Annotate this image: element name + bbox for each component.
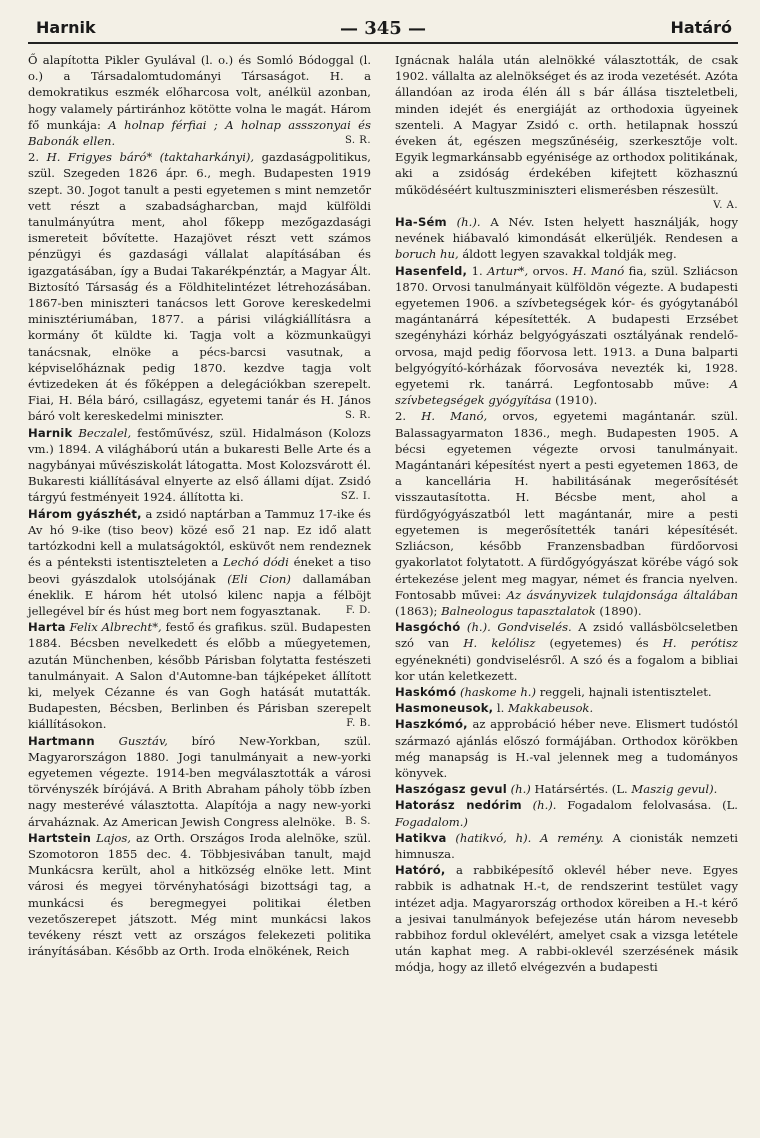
entry-italic-text: Maszig gevul). [631, 782, 718, 797]
dictionary-entry [395, 716, 738, 781]
entry-text: áldott legyen szavakkal toldják meg. [458, 247, 677, 262]
entry-italic-text: (h.). [532, 798, 557, 813]
entry-text: A Név. Isten helyett használják, hogy nevének hiábavaló kimondását elkerüljék. Rendesen a [395, 215, 739, 246]
entry-text: Határsértés. (L. [530, 782, 632, 797]
entry-text: festőművész, szül. Hidalmáson (Kolozs vm.) 1894. A világháború után a bukaresti Belle Arte és a nagybányai művésziskolát látogatta. Most Kolozsvárott él. Bukaresti kiállításával elnyerte az első állami díjat. Zsidó tárgyú festményeit 1924. állította ki. [28, 425, 372, 505]
dictionary-entry [395, 700, 738, 716]
entry-italic-text: (haskome h.) [459, 684, 537, 699]
entry-italic-text: Beczalel, [78, 425, 132, 440]
dictionary-entry [395, 408, 738, 619]
header-left-keyword: Harnik [36, 18, 96, 37]
entry-italic-text: boruch hu, [395, 247, 459, 262]
page-number: — 345 — [339, 18, 427, 39]
entry-text: reggeli, hajnali istentisztelet. [536, 684, 712, 699]
entry-text: A cionisták nemzeti himnusza. [395, 830, 738, 861]
entry-text: 2. [395, 409, 422, 424]
entry-headword: Hatóró, [395, 863, 446, 878]
dictionary-entry [395, 214, 738, 263]
dictionary-entry [395, 862, 738, 975]
entry-italic-text: H. Manó, [421, 409, 488, 424]
entry-text: a zsidó naptárban a Tammuz 17-ike és Av hó 9-ike (tiso beov) közé eső 21 nap. Ez idő alatt tartózkodni kell a mulatságoktól, esküvőt nem rendeznek és a pénteksti istentiszteleten a [28, 506, 372, 570]
entry-headword: Hasgóchó [395, 620, 461, 635]
entry-italic-text: H. Frigyes báró* (taktaharkányi), [46, 150, 255, 165]
author-signature: B. S. [345, 815, 371, 827]
entry-text: (egyetemes) és [535, 636, 663, 651]
entry-text: gazdaságpolitikus, szül. Szegeden 1826 ápr. 6., megh. Budapesten 1919 szept. 30. Jogot tanult a pesti egyetemen s mint nemzetőr vett részt a szabadságharcban, majd külföldi tanulmányútra ment, ahol főkepp mezőgazdasági ismereteit bővítette. Hazajövet részt vett számos pénzügyi és gazdasági vállalat alapításában és igazgatásában, így a Budai Takarékpénztár, a Magyar Ált. Biztosító Társaság és a Földhitelintézet létrehozásában. 1867-ben miniszteri tanácsos lett Gorove kereskedelmi minisztériumában, 1877. a párisi világkiállításra a kormány őt küldte ki. Tagja volt a közmunkaügyi tanácsnak, elnöke a pécs-barcsi vasutnak, a képviselőháznak pedig 1870. kezdve tagja volt évtizedeken át és főképpen a delegációkban szerepelt. Fiai, H. Béla báró, csillagász, egyetemi tanár és H. János báró volt kereskedelmi miniszter. [28, 150, 371, 424]
author-signature: F. D. [345, 604, 371, 616]
entry-headword: Hartstein [28, 830, 92, 845]
author-signature: SZ. I. [340, 491, 371, 503]
entry-italic-text: Gusztáv, [118, 733, 168, 748]
entry-text [95, 734, 119, 748]
dictionary-entry [395, 684, 738, 700]
entry-headword: Haskómó [395, 684, 457, 699]
entry-text: orvos. [528, 263, 573, 278]
entry-headword: Hatorász nedórim [395, 798, 522, 813]
entry-italic-text: A szívbetegségek gyógyítása [395, 377, 738, 408]
dictionary-entry [28, 619, 371, 732]
entry-text: A zsidó vallásbölcseletben szó van [395, 620, 738, 651]
entry-text [447, 215, 457, 229]
entry-headword: Harnik [28, 425, 73, 440]
entry-text: (1890). [595, 603, 642, 618]
dictionary-entry [28, 149, 371, 424]
entry-text: az approbáció héber neve. Elismert tudóstól származó ajánlás előszó formájában. Orthodox körökben még manapság is H.-val jelennek meg a tudományos könyvek. [395, 717, 738, 780]
entry-italic-text: Lajos, [96, 830, 131, 845]
entry-italic-text: A holnap férfiai ; A holnap assszonyai és Babonák ellen. [28, 117, 371, 149]
entry-headword: Hartmann [28, 733, 95, 748]
entry-italic-text: (h.). [456, 215, 481, 230]
entry-italic-text: (h.). Gondviselés. [466, 620, 572, 635]
entry-text: az Orth. Országos Iroda alelnöke, szül. Szomotoron 1855 dec. 4. Többjesivában tanult, majd Munkácsra került, ahol a hitközség elnöke lett. Mint városi és megyei törvényhatósági bizottsági tag, a munkácsi és beregmegyei politikai életben vezetőszerepet játszott. Még mint munkácsi lakos tevékeny részt vett az országos felekezeti politika irányításában. Később az Orth. Iroda elnökének, Reich [28, 830, 372, 959]
entry-italic-text: Felix Albrecht*, [69, 620, 162, 635]
dictionary-entry [395, 830, 738, 862]
entry-text: bíró New-Yorkban, szül. Magyarországon 1880. Jogi tanulmányait a new-yorki egyetemen végezte. 1914-ben megválasztották a városi törvényszék bírójává. A Brith Abraham páholy több ízben nagy mesterévé választotta. Alapítója a nagy new-yorki árvaháznak. Az American Jewish Congress alelnöke. [28, 733, 371, 829]
dictionary-entry [395, 781, 738, 797]
entry-italic-text: Makkabeusok. [508, 701, 594, 716]
entry-text: éneket a tiso beovi gyászdalok utolsójának [28, 555, 372, 586]
entry-italic-text: (h.) [510, 782, 531, 797]
dictionary-entry [28, 733, 371, 830]
author-signature: S. R. [344, 410, 371, 422]
dictionary-entry [395, 52, 738, 214]
left-column [28, 52, 371, 976]
entry-italic-text: Artur*, [487, 263, 529, 278]
entry-text: (1910). [551, 393, 598, 408]
dictionary-entry [395, 619, 738, 684]
text-columns [28, 52, 738, 976]
entry-headword: Hasmoneusok, [395, 701, 494, 716]
entry-text: (1863); [395, 603, 442, 618]
dictionary-entry [28, 506, 371, 619]
dictionary-entry [28, 830, 371, 960]
dictionary-entry [28, 52, 371, 149]
dictionary-entry [395, 263, 738, 409]
entry-italic-text: (Eli Cion) [227, 571, 291, 586]
entry-italic-text: Balneologus tapasztalatok [441, 603, 596, 618]
page-header [28, 14, 738, 44]
entry-italic-text: H. perótisz [662, 636, 739, 651]
dictionary-entry [28, 425, 371, 506]
header-right-keyword: Határó [670, 18, 732, 37]
entry-headword: Hasenfeld, [395, 263, 468, 278]
entry-text: 1. [467, 263, 488, 278]
entry-italic-text: (hatikvó, h). A remény. [455, 830, 604, 845]
entry-text: 2. [28, 150, 47, 165]
entry-text: fia, szül. Szliácson 1870. Orvosi tanulmányait külföldön végezte. A budapesti egyetemen 1906. a szívbetegségek kór- és gyógytanából magántanárrá képesítették. A budapesti Erzsébet szegényházi kórház belgyógyászati osztályának rendelő-orvosa, majd pedig főorvosa lett. 1913. a Duna balparti belgyógyító-kórházak főorvosáva nevezték ki, 1928. egyetemi rk. tanárrá. Legfontosabb műve: [395, 263, 739, 392]
author-signature: F. B. [346, 718, 371, 730]
author-signature: V. A. [713, 199, 738, 211]
entry-text: orvos, egyetemi magántanár. szül. Balassagyarmaton 1836., megh. Budapesten 1905. A bécsi egyetemen végezte orvosi tanulmányait. Magántanári képesítést nyert a pesti egyetemen 1863, de a kancellária H. habilitásának megerősítését visszautasította. H. Bécsbe ment, ahol a fürdőgyógyászatból lett magántanár, mire a pesti egyetemen is megerősítették tanári képesítését. Szliácson, később Franzensbadban fürdőorvosi gyakorlatot folytatott. A fürdőgyógyászat körébe vágó sok értekezése jelent meg magyar, német és francia nyelven. Fontosabb művei: [395, 409, 739, 602]
entry-italic-text: Az ásványvizek tulajdonsága általában [506, 587, 738, 602]
author-signature: S. R. [344, 135, 371, 147]
entry-italic-text: Fogadalom.) [395, 814, 468, 829]
entry-text: Ignácnak halála után alelnökké választották, de csak 1902. vállalta az alelnökséget és az iroda vezetését. Azóta állandóan az iroda élén áll s bár állása tiszteletbeli, minden idejét és energiáját az orthodoxia ügyeinek szenteli. A Magyar Zsidó c. orth. hetilapnak hosszú éveken át, egészen megszűnéséig, szerkesztője volt. Egyik legmarkánsabb egyénisége az orthodox politikának, aki a zsidóság érdekében kifejtett közhasznú működéséért kultuszminiszteri elismerésben részesült. [395, 53, 738, 197]
entry-italic-text: H. Manó [572, 263, 625, 278]
entry-text: l. [493, 701, 508, 716]
entry-text: egyéneknéti) gondviselésről. A szó és a fogalom a bibliai kor után keletkezett. [395, 652, 738, 683]
entry-text: a rabbiképesítő oklevél héber neve. Egyes rabbik is adhatnak H.-t, de rendszerint testület vagy intézet adja. Magyarország orthodox köreiben a H.-t kérő a jesivai tanulmányok befejezése után három nevesebb rabbihoz fordul oklevélért, amelyet csak a vizsga letétele után kaphat meg. A rabbi-oklevél szerzésének másik módja, hogy az illető elvégezvén a budapesti [395, 863, 738, 975]
entry-headword: Hatikva [395, 830, 447, 845]
entry-text: festő és grafikus. szül. Budapesten 1884. Bécsben nevelkedett és előbb a műegyetemen, azután Münchenben, később Párisban folytatta festészeti tanulmányait. A Salon d'Automne-ban tájképeket állított ki, melyek Cézanne és van Gogh hatását mutatták. Budapesten, Bécsben, Berlinben és Párisban szerepelt kiállításokon. [28, 620, 372, 732]
entry-italic-text: H. kelólisz [463, 636, 536, 651]
entry-text: Fogadalom felolvasása. (L. [556, 798, 738, 813]
entry-headword: Harta [28, 620, 66, 635]
dictionary-entry [395, 797, 738, 829]
entry-headword: Haszkómó, [395, 717, 468, 732]
entry-headword: Ha-Sém [395, 215, 447, 230]
entry-text [522, 798, 533, 812]
entry-text: Ő alapította Pikler Gyulával (l. o.) és Somló Bódoggal (l. o.) a Társadalomtudományi Társaságot. H. a demokratikus eszmék előharcosa volt, anélkül azonban, hogy valamely pártiránhoz kötötte volna le magát. Három fő munkája: [28, 53, 371, 132]
entry-headword: Haszógasz gevul [395, 782, 507, 797]
entry-italic-text: Lechó dódi [223, 555, 289, 570]
right-column [395, 52, 738, 976]
entry-text: dallamában éneklik. E három hét utolsó kilenc napja a félböjt jellegével bír és húst meg bort nem fogyasztanak. [28, 571, 371, 618]
entry-headword: Három gyászhét, [28, 506, 142, 521]
